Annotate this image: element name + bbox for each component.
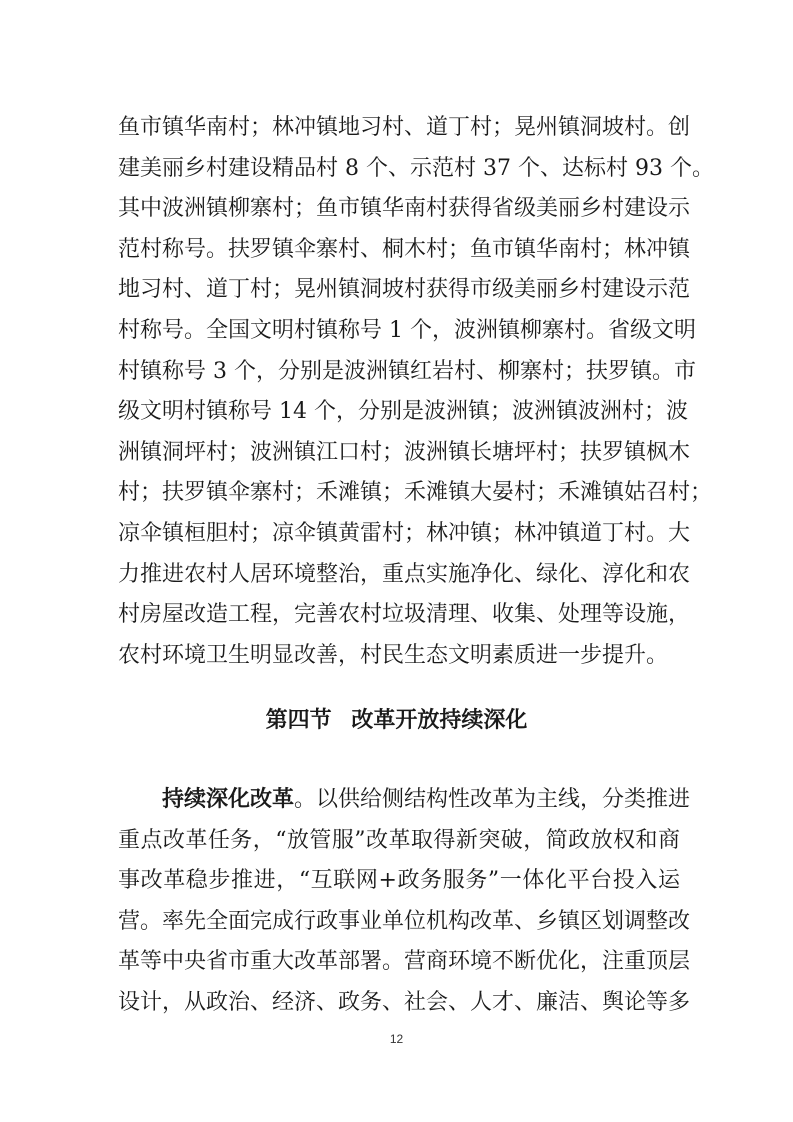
text-line: 农村环境卫生明显改善，村民生态文明素质进一步提升。 [118,642,669,668]
text-line: 村镇称号 3 个，分别是波洲镇红岩村、柳寨村；扶罗镇。市 [118,358,696,384]
text-line: 村；扶罗镇伞寨村；禾滩镇；禾滩镇大晏村；禾滩镇姑召村； [118,480,713,506]
text-line: 设计，从政治、经济、政务、社会、人才、廉洁、舆论等多 [118,989,691,1015]
text-line: 村称号。全国文明村镇称号 1 个，波洲镇柳寨村。省级文明 [118,317,696,343]
text-line: 范村称号。扶罗镇伞寨村、桐木村；鱼市镇华南村；林冲镇 [118,236,691,262]
text-line: 村房屋改造工程，完善农村垃圾清理、收集、处理等设施， [118,602,691,628]
text-line: 重点改革任务，“放管服”改革取得新突破，简政放权和商 [118,827,680,853]
text-line: 鱼市镇华南村；林冲镇地习村、道丁村；晃州镇洞坡村。创 [118,115,691,140]
paragraph-rural-construction [118,108,714,676]
section-heading: 第四节 改革开放持续深化 [265,708,528,733]
paragraph-lead: 持续深化改革 [162,787,295,812]
text-line: 建美丽乡村建设精品村 8 个、示范村 37 个、达标村 93 个。 [118,155,714,181]
text-line: 其中波洲镇柳寨村；鱼市镇华南村获得省级美丽乡村建设示 [118,196,691,222]
text-line: 革等中央省市重大改革部署。营商环境不断优化，注重顶层 [118,949,691,975]
text-line: 凉伞镇桓胆村；凉伞镇黄雷村；林冲镇；林冲镇道丁村。大 [118,520,691,546]
text-line-first [118,780,691,821]
text-line: 力推进农村人居环境整治，重点实施净化、绿化、淳化和农 [118,561,691,587]
text-line: 级文明村镇称号 14 个，分别是波洲镇；波洲镇波洲村；波 [118,399,688,425]
paragraph-lead-rest: 。以供给侧结构性改革为主线，分类推进 [294,787,691,812]
paragraph-reform [118,780,691,1024]
text-line: 地习村、道丁村；晃州镇洞坡村获得市级美丽乡村建设示范 [118,277,691,303]
page-number: 12 [389,1032,404,1046]
text-line: 洲镇洞坪村；波洲镇江口村；波洲镇长塘坪村；扶罗镇枫木 [118,439,691,465]
text-line: 事改革稳步推进，“互联网+政务服务”一体化平台投入运 [118,868,680,894]
text-line: 营。率先全面完成行政事业单位机构改革、乡镇区划调整改 [118,908,691,934]
